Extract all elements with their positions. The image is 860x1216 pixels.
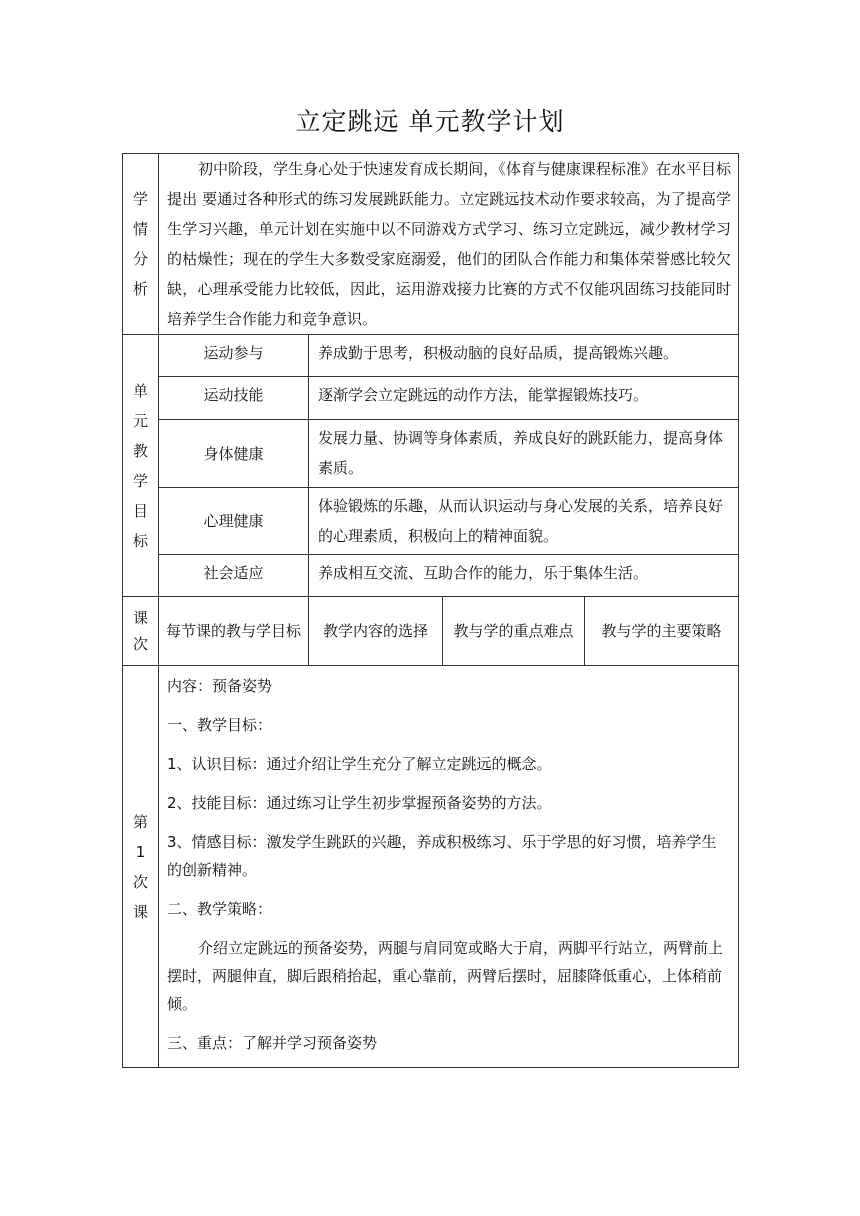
goal-skill: 2、技能目标：通过练习让学生初步掌握预备姿势的方法。 bbox=[167, 794, 552, 812]
goal-category: 身体健康 bbox=[159, 420, 309, 488]
lesson-1-label-char: 课 bbox=[132, 902, 148, 921]
unit-goals-label-char: 单 bbox=[132, 381, 148, 400]
lesson-content: 内容：预备姿势 bbox=[167, 677, 273, 695]
goal-row bbox=[123, 377, 739, 420]
unit-goals-label bbox=[123, 335, 159, 597]
lesson-number-label-char: 次 bbox=[132, 635, 148, 653]
goal-category: 运动参与 bbox=[159, 335, 309, 377]
lesson-header-row bbox=[123, 597, 739, 666]
analysis-label-char: 学 bbox=[132, 190, 148, 208]
analysis-label-char: 分 bbox=[132, 250, 148, 268]
goal-text: 养成相互交流、互助合作的能力，乐于集体生活。 bbox=[309, 555, 739, 597]
lesson-1-label bbox=[123, 666, 159, 1068]
lesson-1-body bbox=[159, 666, 739, 1068]
analysis-text bbox=[159, 154, 739, 335]
analysis-label-char: 情 bbox=[132, 220, 148, 238]
strategy-heading: 二、教学策略： bbox=[167, 900, 273, 918]
unit-goals-label-char: 元 bbox=[132, 411, 148, 430]
column-header-content: 教学内容的选择 bbox=[309, 597, 443, 666]
goal-affective: 3、情感目标：激发学生跳跃的兴趣，养成积极练习、乐于学思的好习惯，培养学生的创新精神。 bbox=[167, 833, 717, 879]
lesson-1-label-char: 1 bbox=[135, 842, 146, 861]
goals-heading: 一、教学目标： bbox=[167, 716, 273, 734]
unit-goals-label-char: 教 bbox=[132, 441, 148, 460]
goal-text: 逐渐学会立定跳远的动作方法，能掌握锻炼技巧。 bbox=[309, 377, 739, 420]
keypoint-text: 三、重点：了解并学习预备姿势 bbox=[167, 1034, 378, 1052]
lesson-number-label bbox=[123, 597, 159, 666]
goal-text: 发展力量、协调等身体素质，养成良好的跳跃能力，提高身体素质。 bbox=[309, 420, 739, 488]
lesson-1-label-char: 第 bbox=[132, 812, 148, 831]
page-title: 立定跳远 单元教学计划 bbox=[295, 107, 565, 136]
lesson-number-label-char: 课 bbox=[132, 609, 148, 627]
goal-row bbox=[123, 555, 739, 597]
unit-goals-label-char: 目 bbox=[132, 501, 148, 520]
unit-goals-label-char: 标 bbox=[132, 531, 148, 550]
goal-category: 心理健康 bbox=[159, 488, 309, 555]
goal-cognitive: 1、认识目标：通过介绍让学生充分了解立定跳远的概念。 bbox=[167, 755, 552, 773]
column-header-goals: 每节课的教与学目标 bbox=[159, 597, 309, 666]
lesson-1-label-char: 次 bbox=[132, 872, 148, 891]
unit-plan-table bbox=[122, 153, 739, 1068]
analysis-label bbox=[123, 154, 159, 335]
goal-text: 体验锻炼的乐趣，从而认识运动与身心发展的关系，培养良好的心理素质，积极向上的精神面貌。 bbox=[309, 488, 739, 555]
strategy-text: 介绍立定跳远的预备姿势，两腿与肩同宽或略大于肩，两脚平行站立，两臂前上摆时，两腿伸直，脚后跟稍抬起，重心靠前，两臂后摆时，屈膝降低重心，上体稍前倾。 bbox=[167, 939, 724, 1013]
goal-row bbox=[123, 420, 739, 488]
goal-row bbox=[123, 488, 739, 555]
goal-category: 运动技能 bbox=[159, 377, 309, 420]
unit-goals-label-char: 学 bbox=[132, 471, 148, 490]
column-header-keypoints: 教与学的重点难点 bbox=[443, 597, 585, 666]
analysis-label-char: 析 bbox=[132, 280, 148, 298]
analysis-paragraph: 初中阶段，学生身心处于快速发育成长期间，《体育与健康课程标准》在水平目标提出 要通过各种形式的练习发展跳跃能力。立定跳远技术动作要求较高，为了提高学生学习兴趣，单元计划在实施中以不同游戏方式学习、练习立定跳远，减少教材学习的枯燥性；现在的学生大多数受家庭溺爱，他们的团队合作能力和集体荣誉感比较欠缺，心理承受能力比较低，因此，运用游戏接力比赛的方式不仅能巩固练习技能同时培养学生合作能力和竞争意识。 bbox=[167, 160, 732, 328]
goal-category: 社会适应 bbox=[159, 555, 309, 597]
analysis-row bbox=[123, 154, 739, 335]
goal-row bbox=[123, 335, 739, 377]
column-header-strategy: 教与学的主要策略 bbox=[585, 597, 739, 666]
lesson-row bbox=[123, 666, 739, 1068]
goal-text: 养成勤于思考，积极动脑的良好品质，提高锻炼兴趣。 bbox=[309, 335, 739, 377]
